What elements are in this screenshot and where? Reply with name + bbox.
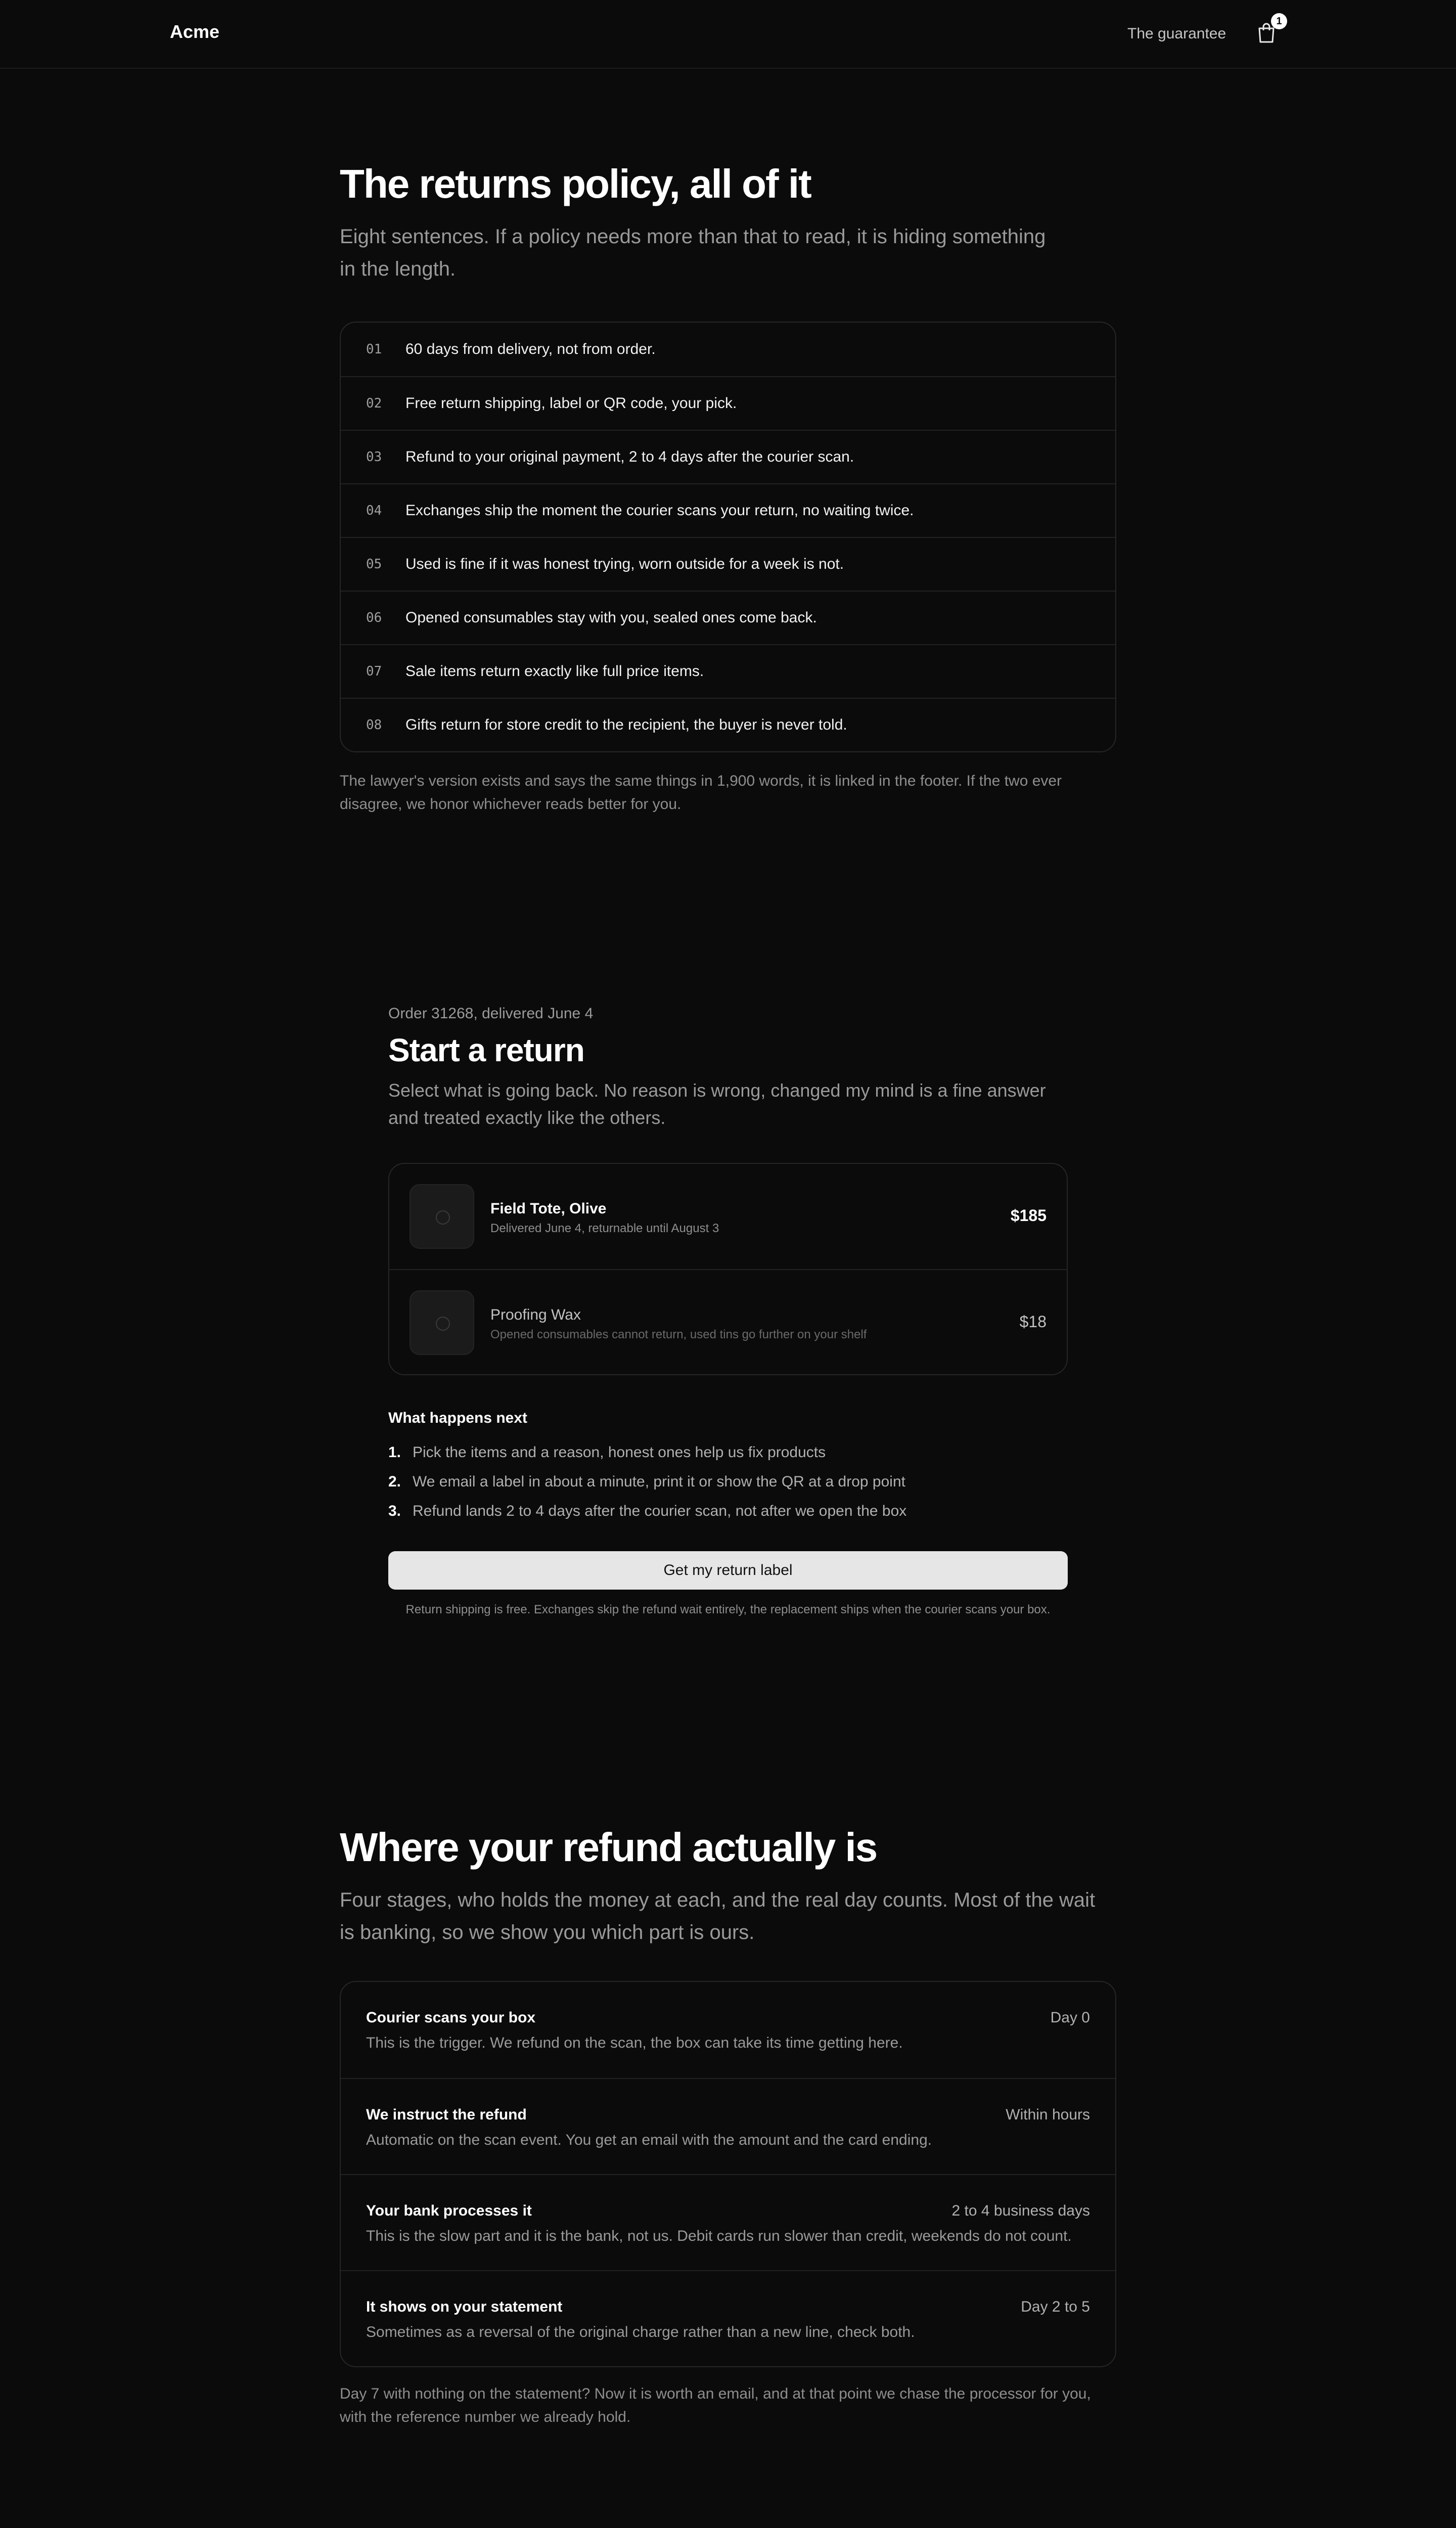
policy-rules-list [340, 322, 1116, 752]
refund-footnote: Day 7 with nothing on the statement? Now it is worth an email, and at that point we chase the processor for you, with the reference number we already hold. [340, 2385, 1091, 2425]
return-note: Return shipping is free. Exchanges skip the refund wait entirely, the replacement ships when the courier scans your box. [405, 1603, 1051, 1616]
item-subtitle: Delivered June 4, returnable until August 3 [490, 1222, 719, 1235]
policy-rule [341, 591, 1115, 644]
rule-text: Exchanges ship the moment the courier scans your return, no waiting twice. [405, 502, 914, 519]
order-info: Order 31268, delivered June 4 [388, 1005, 594, 1022]
product-thumbnail [410, 1290, 474, 1355]
brand-logo[interactable]: Acme [170, 21, 220, 42]
get-return-label-button[interactable]: Get my return label [388, 1551, 1068, 1590]
rule-text: Refund to your original payment, 2 to 4 days after the courier scan. [405, 448, 854, 465]
rule-number: 02 [366, 396, 382, 411]
next-steps-title: What happens next [388, 1410, 528, 1426]
policy-lead: Eight sentences. If a policy needs more than that to read, it is hiding something in the length. [340, 225, 1046, 280]
item-price: $185 [1010, 1206, 1046, 1225]
refund-stage [341, 2270, 1115, 2366]
step-item [388, 1438, 906, 1467]
return-title: Start a return [388, 1032, 584, 1068]
stage-timing: Within hours [1006, 2106, 1090, 2123]
refund-stages-list [340, 1981, 1116, 2367]
policy-title: The returns policy, all of it [340, 161, 811, 206]
rule-number: 08 [366, 717, 382, 733]
rule-text: Free return shipping, label or QR code, your pick. [405, 395, 737, 412]
step-item [388, 1467, 906, 1497]
stage-description: This is the trigger. We refund on the scan, the box can take its time getting here. [366, 2035, 903, 2051]
policy-rule [341, 537, 1115, 591]
step-text: Pick the items and a reason, honest ones help us fix products [413, 1444, 826, 1461]
stage-name: It shows on your statement [366, 2298, 563, 2315]
rule-number: 06 [366, 610, 382, 625]
stage-name: Courier scans your box [366, 2009, 536, 2026]
rule-number: 01 [366, 342, 382, 357]
stage-name: Your bank processes it [366, 2202, 532, 2219]
stage-description: This is the slow part and it is the bank, not us. Debit cards run slower than credit, weekends do not count. [366, 2228, 1072, 2244]
step-number: 1. [388, 1444, 401, 1461]
step-text: We email a label in about a minute, print it or show the QR at a drop point [413, 1473, 905, 1490]
policy-rule [341, 698, 1115, 751]
product-thumbnail [410, 1184, 474, 1249]
refund-stage [341, 1982, 1115, 2078]
step-number: 2. [388, 1473, 401, 1490]
rule-text: Gifts return for store credit to the recipient, the buyer is never told. [405, 716, 847, 733]
item-name: Field Tote, Olive [490, 1200, 607, 1217]
step-item [388, 1497, 906, 1526]
step-number: 3. [388, 1503, 401, 1519]
rule-number: 07 [366, 664, 382, 679]
rule-number: 04 [366, 503, 382, 518]
rule-number: 05 [366, 557, 382, 572]
refund-stage [341, 2174, 1115, 2270]
return-lead: Select what is going back. No reason is wrong, changed my mind is a fine answer and treated exactly like the others. [388, 1080, 1046, 1128]
item-name: Proofing Wax [490, 1306, 581, 1323]
next-steps-list [388, 1438, 906, 1526]
stage-timing: Day 2 to 5 [1021, 2298, 1090, 2315]
rule-text: 60 days from delivery, not from order. [405, 341, 656, 357]
rule-number: 03 [366, 449, 382, 465]
policy-footnote: The lawyer's version exists and says the same things in 1,900 words, it is linked in the footer. If the two ever disagree, we honor whichever reads better for you. [340, 773, 1062, 812]
policy-rule [341, 644, 1115, 698]
refund-title: Where your refund actually is [340, 1825, 877, 1870]
item-price: $18 [1019, 1313, 1046, 1331]
return-items-list [388, 1163, 1068, 1375]
cart-count-badge: 1 [1271, 13, 1287, 29]
site-header [0, 0, 1456, 69]
policy-rule [341, 430, 1115, 483]
stage-name: We instruct the refund [366, 2106, 527, 2123]
guarantee-link[interactable]: The guarantee [1127, 25, 1226, 42]
return-item[interactable] [389, 1164, 1067, 1269]
stage-description: Sometimes as a reversal of the original charge rather than a new line, check both. [366, 2324, 915, 2340]
stage-description: Automatic on the scan event. You get an email with the amount and the card ending. [366, 2132, 932, 2148]
refund-stage [341, 2078, 1115, 2174]
step-text: Refund lands 2 to 4 days after the courier scan, not after we open the box [413, 1503, 907, 1519]
refund-lead: Four stages, who holds the money at each, and the real day counts. Most of the wait is banking, so we show you which part is ours. [340, 1889, 1096, 1944]
stage-timing: Day 0 [1050, 2009, 1090, 2026]
item-subtitle: Opened consumables cannot return, used tins go further on your shelf [490, 1328, 867, 1341]
rule-text: Used is fine if it was honest trying, worn outside for a week is not. [405, 556, 844, 572]
policy-rule [341, 483, 1115, 537]
rule-text: Opened consumables stay with you, sealed ones come back. [405, 609, 817, 626]
rule-text: Sale items return exactly like full price items. [405, 663, 704, 680]
policy-rule [341, 376, 1115, 430]
return-item-disabled [389, 1269, 1067, 1374]
policy-rule [341, 323, 1115, 376]
stage-timing: 2 to 4 business days [951, 2202, 1090, 2219]
